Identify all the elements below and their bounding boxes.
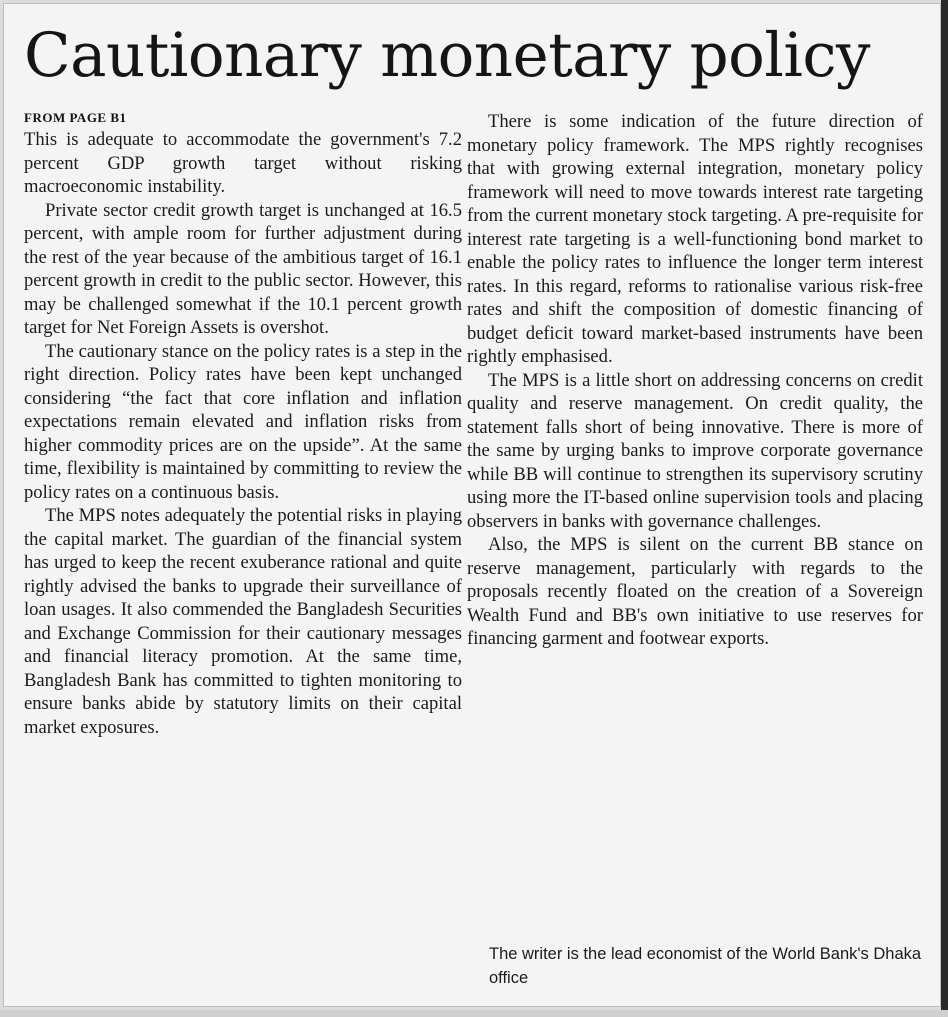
paragraph: The MPS notes adequately the potential risks in playing the capital market. The guardian of the financial system has urged to keep the recent exuberance rational and quite rightly advised the banks to upgrade their surveillance of loan usages. It also commended the Bangladesh Securities and Exchange Commission for their cautionary messages and financial literacy promotion. At the same time, Bangladesh Bank has committed to tighten monitoring to ensure banks abide by statutory limits on their capital market exposures.	[24, 505, 462, 738]
paragraph: Private sector credit growth target is unchanged at 16.5 percent, with ample room for further adjustment during the rest of the year because of the ambitious target of 16.1 percent growth in credit to the public sector. However, this may be challenged somewhat if the 10.1 percent growth target for Net Foreign Assets is overshot.	[24, 199, 462, 338]
from-page-label: FROM PAGE B1	[24, 110, 127, 125]
scan-edge-bottom	[0, 1010, 948, 1017]
newspaper-clipping	[3, 3, 941, 1007]
paragraph: The cautionary stance on the policy rates is a step in the right direction. Policy rates have been kept unchanged considering “the fact that core inflation and inflation expectations remain elevated and inflation risks from higher commodity prices are on the upside”. At the same time, flexibility is maintained by committing to review the policy rates on a continuous basis.	[24, 340, 462, 503]
paragraph: Also, the MPS is silent on the current BB stance on reserve management, particularly with regards to the proposals recently floated on the creation of a Sovereign Wealth Fund and BB's own initiative to use reserves for financing garment and footwear exports.	[467, 534, 923, 649]
scan-edge-right	[941, 0, 948, 1017]
paragraph: There is some indication of the future direction of monetary policy framework. The MPS rightly recognises that with growing external integration, monetary policy framework will need to move towards interest rate targeting from the current monetary stock targeting. A pre-requisite for interest rate targeting is a well-functioning bond market to enable the policy rates to influence the longer term interest rates. In this regard, reforms to rationalise various risk-free rates and shift the composition of domestic financing of budget deficit toward market-based instruments have been rightly emphasised.	[467, 111, 923, 367]
right-column	[467, 110, 923, 651]
author-byline: The writer is the lead economist of the World Bank's Dhaka office	[489, 945, 922, 987]
paragraph: The MPS is a little short on addressing concerns on credit quality and reserve management. On credit quality, the statement falls short of being innovative. There is more of the same by urging banks to improve corporate governance while BB will continue to strengthen its supervisory scrutiny using more the IT-based online supervision tools and placing observers in banks with governance challenges.	[467, 369, 923, 532]
paragraph: This is adequate to accommodate the government's 7.2 percent GDP growth target without risking macroeconomic instability.	[24, 129, 462, 197]
left-column	[24, 108, 462, 739]
headline: Cautionary monetary policy	[24, 20, 871, 91]
